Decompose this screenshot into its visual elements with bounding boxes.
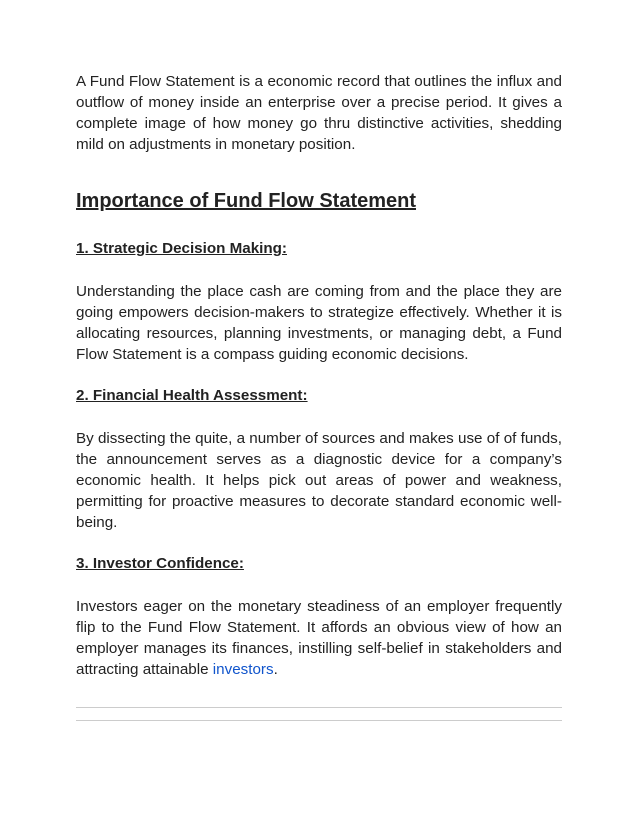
section-heading: Importance of Fund Flow Statement	[76, 190, 417, 212]
investor-text: Investors eager on the monetary steadiness of an employer frequently flip to the Fund Flow Statement. It affords an obvious view of how an employer manages its finances, instilling self-belief in stakeholders and attracting attainable	[76, 598, 562, 678]
paragraph-investor-confidence	[76, 596, 562, 680]
investors-link[interactable]: investors	[212, 661, 274, 678]
document-page	[76, 71, 562, 733]
divider-line	[76, 707, 562, 708]
paragraph-strategic-decision: Understanding the place cash are coming from and the place they are going empowers decision-makers to strategize effectively. Whether it is allocating resources, planning investments, or managing debt, a Fund Flow Statement is a compass guiding economic decisions.	[76, 283, 562, 363]
paragraph-financial-health: By dissecting the quite, a number of sources and makes use of of funds, the announcement serves as a diagnostic device for a company’s economic health. It helps pick out areas of power and weakness, permitting for proactive measures to decorate standard economic well-being.	[76, 430, 562, 531]
subheading-financial-health: 2. Financial Health Assessment:	[76, 387, 308, 404]
divider-line	[76, 720, 562, 721]
subheading-strategic-decision: 1. Strategic Decision Making:	[76, 240, 287, 257]
intro-paragraph: A Fund Flow Statement is a economic record that outlines the influx and outflow of money inside an enterprise over a precise period. It gives a complete image of how money go thru distinctive activities, shedding mild on adjustments in monetary position.	[76, 73, 562, 153]
investor-suffix: .	[273, 661, 278, 678]
subheading-investor-confidence: 3. Investor Confidence:	[76, 555, 244, 572]
